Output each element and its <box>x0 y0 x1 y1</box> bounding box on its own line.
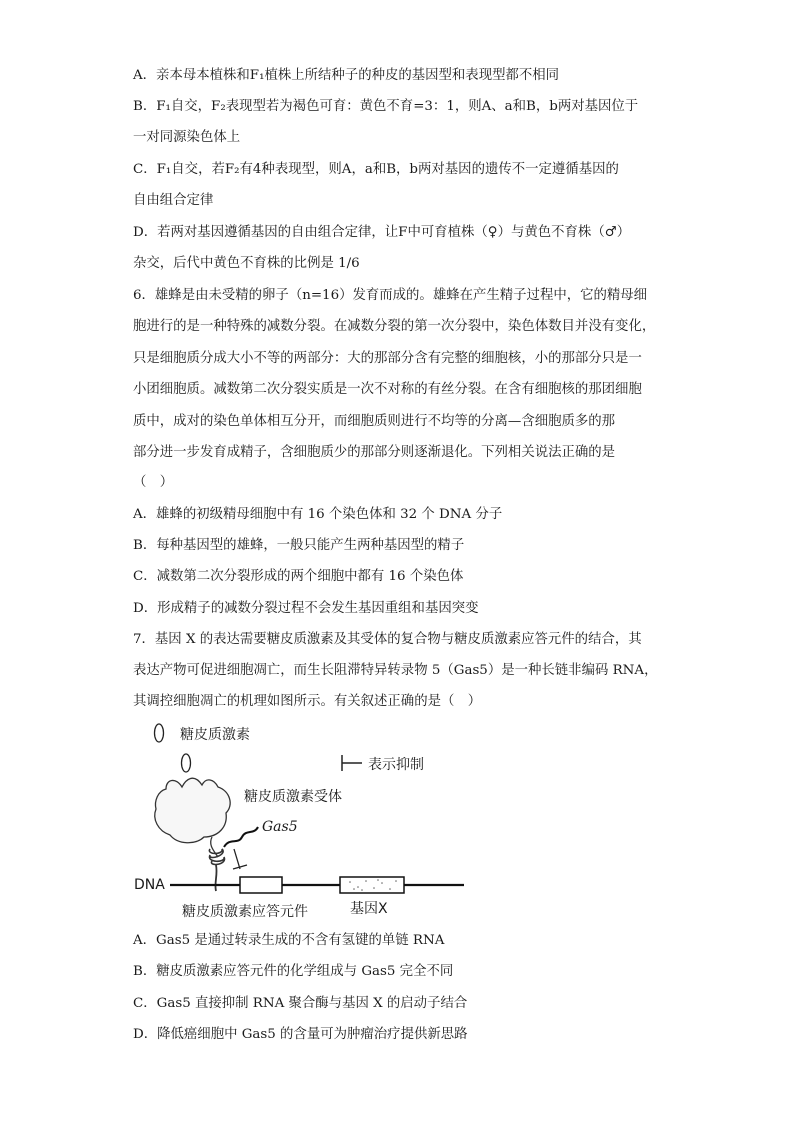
q7-stem-line2: 表达产物可促进细胞凋亡，而生长阻滞特异转录物 5（Gas5）是一种长链非编码 RNA， <box>133 663 658 678</box>
q7-option-c: C．Gas5 直接抑制 RNA 聚合酶与基因 X 的启动子结合 <box>133 996 468 1011</box>
response-element-box <box>240 877 282 893</box>
diagram-shapes <box>130 715 490 925</box>
gas5-label: Gas5 <box>262 819 298 835</box>
q6-stem-line6: 部分进一步发育成精子，含细胞质少的那部分则逐渐退化。下列相关说法正确的是 <box>133 445 616 460</box>
response-element-label: 糖皮质激素应答元件 <box>182 904 308 920</box>
q6-stem-line4: 小团细胞质。减数第二次分裂实质是一次不对称的有丝分裂。在含有细胞核的那团细胞 <box>133 382 642 397</box>
q5-option-d-line2: 杂交，后代中黄色不育株的比例是 1/6 <box>133 256 360 271</box>
q6-option-d: D．形成精子的减数分裂过程不会发生基因重组和基因突变 <box>133 601 479 616</box>
q7-stem-line1: 7．基因 X 的表达需要糖皮质激素及其受体的复合物与糖皮质激素应答元件的结合，其 <box>133 632 642 647</box>
q5-option-c-line1: C．F₁自交，若F₂有4种表现型，则A，a和B，b两对基因的遗传不一定遵循基因的 <box>133 162 619 177</box>
inhibition-arrow-icon <box>234 849 240 869</box>
q6-option-c: C．减数第二次分裂形成的两个细胞中都有 16 个染色体 <box>133 569 464 584</box>
q6-stem-line5: 质中，成对的染色单体相互分开，而细胞质则进行不均等的分离—含细胞质多的那 <box>133 414 616 429</box>
q5-option-b-line2: 一对同源染色体上 <box>133 130 241 145</box>
q6-stem-line2: 胞进行的是一种特殊的减数分裂。在减数分裂的第一次分裂中，染色体数目并没有变化， <box>133 319 656 334</box>
hormone-label: 糖皮质激素 <box>180 727 250 743</box>
q7-option-b: B．糖皮质激素应答元件的化学组成与 Gas5 完全不同 <box>133 964 454 979</box>
q5-option-d-line1: D．若两对基因遵循基因的自由组合定律，让F中可育植株（♀）与黄色不育株（♂） <box>133 225 631 240</box>
q5-option-a: A．亲本母本植株和F₁植株上所结种子的种皮的基因型和表现型都不相同 <box>133 68 560 83</box>
receptor-icon <box>155 778 230 843</box>
receptor-label: 糖皮质激素受体 <box>244 789 342 805</box>
q7-stem-line3: 其调控细胞凋亡的机理如图所示。有关叙述正确的是（ ） <box>133 694 482 709</box>
coil-structure-icon <box>209 849 224 864</box>
q7-option-d: D．降低癌细胞中 Gas5 的含量可为肿瘤治疗提供新思路 <box>133 1027 468 1042</box>
q6-stem-line7: （ ） <box>133 475 174 490</box>
hormone-molecule-icon <box>155 724 164 742</box>
coil-tail <box>215 865 216 891</box>
gene-x-box <box>340 877 404 893</box>
q7-option-a: A．Gas5 是通过转录生成的不含有氢键的单链 RNA <box>133 933 445 948</box>
q6-stem-line1: 6．雄蜂是由未受精的卵子（n=16）发育而成的。雄蜂在产生精子过程中，它的精母细 <box>133 288 648 303</box>
q6-option-a: A．雄蜂的初级精母细胞中有 16 个染色体和 32 个 DNA 分子 <box>133 507 503 522</box>
gas5-rna-icon <box>224 827 258 847</box>
gas5-mechanism-diagram <box>130 715 490 925</box>
dna-label: DNA <box>134 877 165 893</box>
legend-inhibition-label: 表示抑制 <box>368 757 424 773</box>
q5-option-c-line2: 自由组合定律 <box>133 193 214 208</box>
q6-stem-line3: 只是细胞质分成大小不等的两部分：大的那部分含有完整的细胞核，小的那部分只是一 <box>133 351 642 366</box>
q5-option-b-line1: B．F₁自交，F₂表现型若为褐色可育：黄色不育=3：1，则A、a和B，b两对基因位于 <box>133 99 639 114</box>
q6-option-b: B．每种基因型的雄蜂，一般只能产生两种基因型的精子 <box>133 538 465 553</box>
bound-hormone-icon <box>182 754 191 772</box>
gene-x-label: 基因X <box>350 901 388 917</box>
